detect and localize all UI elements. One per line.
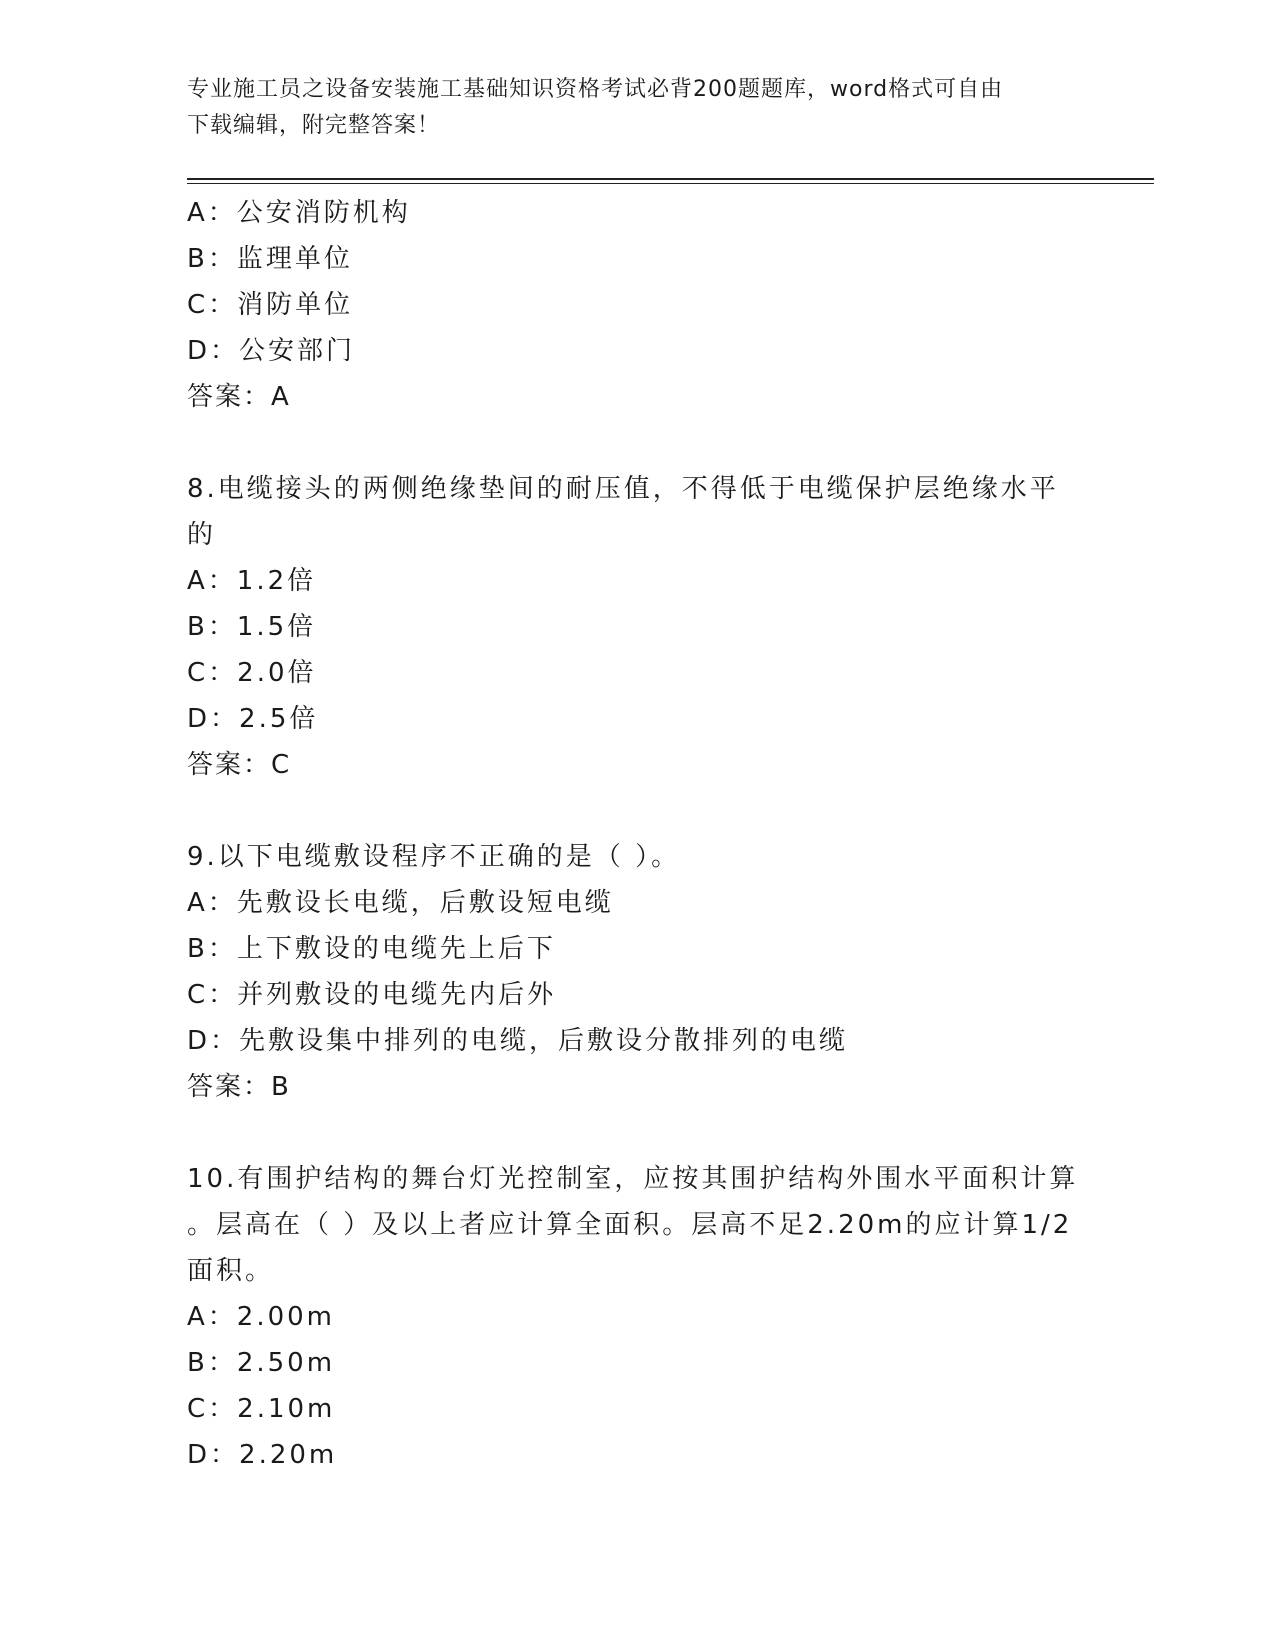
question-title-line-3: 面积。 [187, 1256, 275, 1286]
option-b: B：1.5倍 [187, 612, 317, 642]
question-title-line-2: 。层高在（ ）及以上者应计算全面积。层高不足2.20m的应计算1/2 [187, 1210, 1073, 1240]
option-d: D：先敷设集中排列的电缆，后敷设分散排列的电缆 [187, 1026, 849, 1056]
spacer [187, 420, 1087, 466]
question-10 [187, 1156, 1087, 1478]
question-title-line-1: 9.以下电缆敷设程序不正确的是（ ）。 [187, 842, 681, 872]
option-c: C：并列敷设的电缆先内后外 [187, 980, 557, 1010]
document-header [187, 72, 1087, 144]
spacer [187, 1110, 1087, 1156]
spacer [187, 788, 1087, 834]
option-c: C：消防单位 [187, 290, 354, 320]
option-a: A：公安消防机构 [187, 198, 411, 228]
option-d: D：2.20m [187, 1440, 338, 1470]
option-b: B：2.50m [187, 1348, 336, 1378]
question-list [187, 190, 1087, 1478]
header-line-2: 下载编辑，附完整答案！ [187, 113, 441, 138]
question-8 [187, 466, 1087, 788]
question-7 [187, 190, 1087, 420]
answer: 答案：C [187, 750, 292, 780]
header-divider-thick [187, 178, 1154, 180]
question-title-line-1: 8.电缆接头的两侧绝缘垫间的耐压值，不得低于电缆保护层绝缘水平 [187, 474, 1059, 504]
answer: 答案：A [187, 382, 291, 412]
option-a: A：2.00m [187, 1302, 336, 1332]
option-d: D：2.5倍 [187, 704, 319, 734]
option-c: C：2.0倍 [187, 658, 317, 688]
answer: 答案：B [187, 1072, 291, 1102]
option-b: B：上下敷设的电缆先上后下 [187, 934, 556, 964]
header-divider-thin [187, 183, 1154, 184]
question-title-line-2: 的 [187, 520, 217, 550]
option-a: A：先敷设长电缆，后敷设短电缆 [187, 888, 614, 918]
option-c: C：2.10m [187, 1394, 336, 1424]
question-title-line-1: 10.有围护结构的舞台灯光控制室，应按其围护结构外围水平面积计算 [187, 1164, 1079, 1194]
option-d: D：公安部门 [187, 336, 356, 366]
option-b: B：监理单位 [187, 244, 353, 274]
header-line-1: 专业施工员之设备安装施工基础知识资格考试必背200题题库，word格式可自由 [187, 77, 1004, 102]
option-a: A：1.2倍 [187, 566, 317, 596]
question-9 [187, 834, 1087, 1110]
